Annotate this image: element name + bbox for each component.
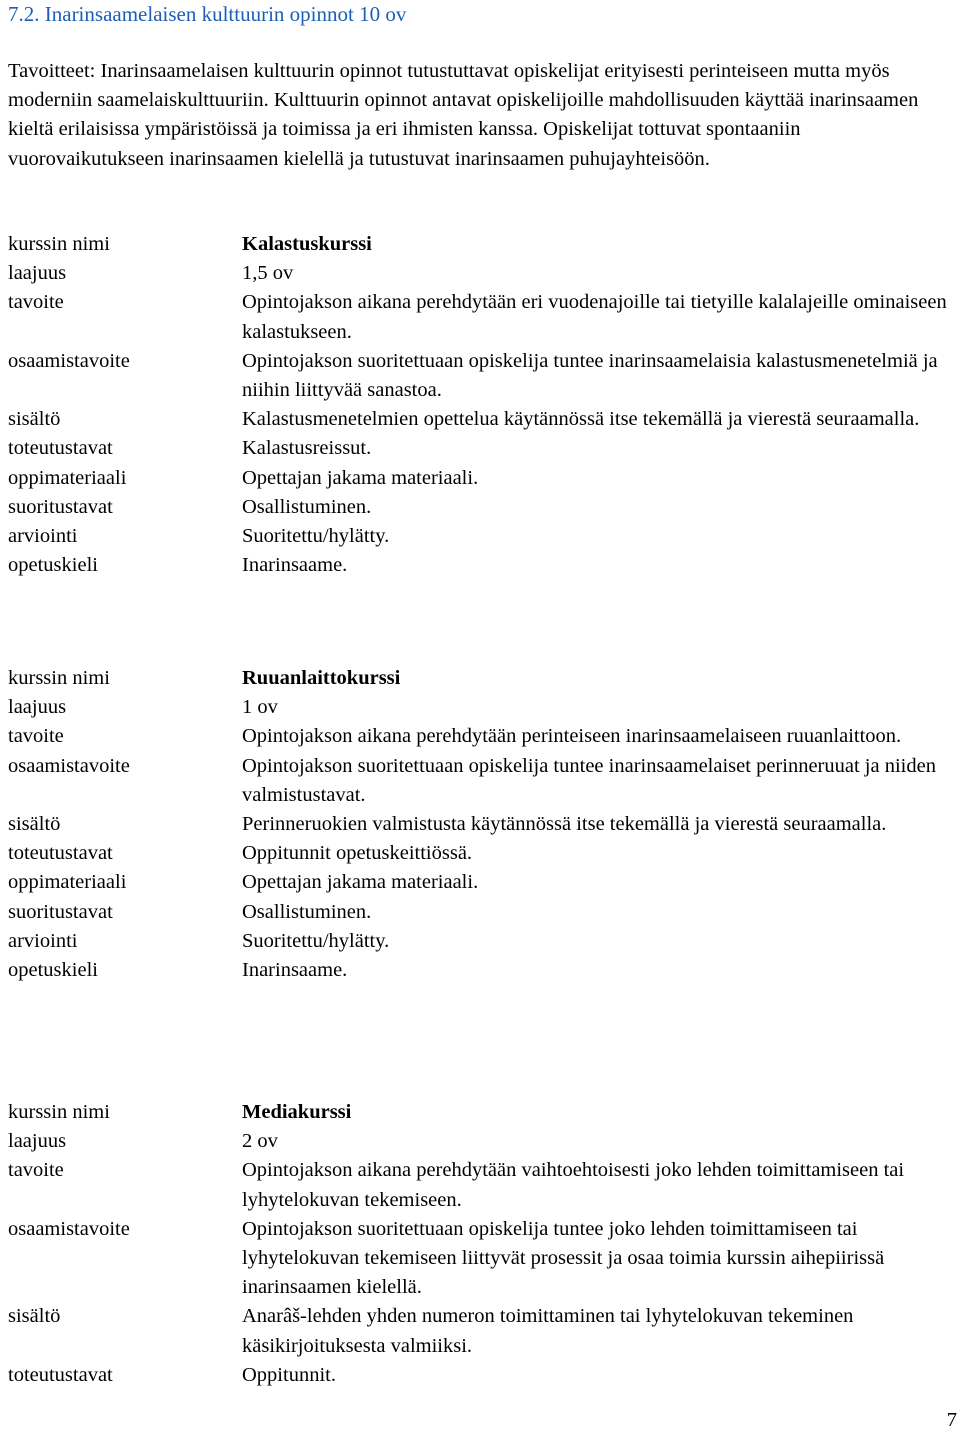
label-scope: laajuus [8, 262, 67, 285]
course-scope: 1 ov [242, 696, 278, 719]
label-competence: osaamistavoite [8, 349, 130, 372]
label-materials: oppimateriaali [8, 466, 127, 489]
label-course-name: kurssin nimi [8, 667, 110, 689]
course-name: Kalastuskurssi [242, 233, 372, 255]
course-block-mediakurssi [8, 1098, 953, 1390]
label-goal: tavoite [8, 1159, 64, 1182]
label-language: opetuskieli [8, 554, 98, 577]
course-goal: Opintojakson aikana perehdytään eri vuodenajoille tai tietyille kalalajeille ominaiseen kalastukseen. [242, 291, 947, 343]
course-goal: Opintojakson aikana perehdytään perinteiseen inarinsaamelaiseen ruuanlaittoon. [242, 725, 902, 748]
label-completion: suoritustavat [8, 495, 113, 518]
course-block-kalastuskurssi [8, 230, 953, 580]
label-scope: laajuus [8, 1130, 67, 1153]
label-methods: toteutustavat [8, 1363, 113, 1386]
course-language: Inarinsaame. [242, 959, 348, 982]
label-assessment: arviointi [8, 525, 78, 548]
course-competence: Opintojakson suoritettuaan opiskelija tuntee joko lehden toimittamiseen tai lyhytelokuvan tekemiseen liittyvät prosessit ja osaa toimia kurssin aihepiirissä inarinsaamen kielellä. [242, 1217, 885, 1299]
section-heading: 7.2. Inarinsaamelaisen kulttuurin opinnot 10 ov [8, 2, 407, 26]
label-goal: tavoite [8, 291, 64, 314]
label-scope: laajuus [8, 696, 67, 719]
course-content: Perinneruokien valmistusta käytännössä itse tekemällä ja vierestä seuraamalla. [242, 813, 887, 836]
course-content: Kalastusmenetelmien opettelua käytännössä itse tekemällä ja vierestä seuraamalla. [242, 408, 920, 431]
label-language: opetuskieli [8, 959, 98, 982]
course-language: Inarinsaame. [242, 554, 348, 577]
label-assessment: arviointi [8, 929, 78, 952]
course-competence: Opintojakson suoritettuaan opiskelija tuntee inarinsaamelaiset perinneruuat ja niiden valmistustavat. [242, 754, 936, 806]
label-content: sisältö [8, 1305, 61, 1328]
label-goal: tavoite [8, 725, 64, 748]
label-competence: osaamistavoite [8, 754, 130, 777]
label-course-name: kurssin nimi [8, 233, 110, 255]
course-completion: Osallistuminen. [242, 495, 372, 518]
course-materials: Opettajan jakama materiaali. [242, 871, 479, 894]
course-methods: Kalastusreissut. [242, 437, 372, 460]
label-competence: osaamistavoite [8, 1217, 130, 1240]
course-name: Mediakurssi [242, 1101, 352, 1123]
label-methods: toteutustavat [8, 437, 113, 460]
course-competence: Opintojakson suoritettuaan opiskelija tuntee inarinsaamelaisia kalastusmenetelmiä ja niihin liittyvää sanastoa. [242, 349, 938, 402]
course-scope: 2 ov [242, 1130, 278, 1153]
label-methods: toteutustavat [8, 842, 113, 865]
course-methods: Oppitunnit opetuskeittiössä. [242, 842, 473, 865]
course-content: Anarâš-lehden yhden numeron toimittaminen tai lyhytelokuvan tekeminen käsikirjoituksesta valmiiksi. [242, 1305, 854, 1357]
page-number: 7 [946, 1409, 957, 1431]
course-materials: Opettajan jakama materiaali. [242, 466, 479, 489]
label-course-name: kurssin nimi [8, 1101, 110, 1123]
course-methods: Oppitunnit. [242, 1363, 336, 1386]
label-materials: oppimateriaali [8, 871, 127, 894]
course-assessment: Suoritettu/hylätty. [242, 525, 390, 548]
course-assessment: Suoritettu/hylätty. [242, 929, 390, 952]
label-completion: suoritustavat [8, 900, 113, 923]
label-content: sisältö [8, 813, 61, 836]
course-scope: 1,5 ov [242, 262, 294, 285]
intro-paragraph: Tavoitteet: Inarinsaamelaisen kulttuurin opinnot tutustuttavat opiskelijat erityisesti perinteiseen mutta myös moderniin saamelaiskulttuuriin. Kulttuurin opinnot antavat opiskelijoille mahdollisuuden käyttää inarinsaamen kieltä erilaisissa ympäristöissä ja toimissa ja eri ihmisten kanssa. Opiskelijat tottuvat spontaaniin vuorovaikutukseen inarinsaamen kielellä ja tutustuvat inarinsaamen puhujayhteisöön. [8, 60, 919, 170]
course-completion: Osallistuminen. [242, 900, 372, 923]
course-block-ruuanlaittokurssi [8, 664, 953, 985]
course-name: Ruuanlaittokurssi [242, 667, 401, 689]
course-goal: Opintojakson aikana perehdytään vaihtoehtoisesti joko lehden toimittamiseen tai lyhytelokuvan tekemiseen. [242, 1159, 905, 1211]
label-content: sisältö [8, 408, 61, 431]
